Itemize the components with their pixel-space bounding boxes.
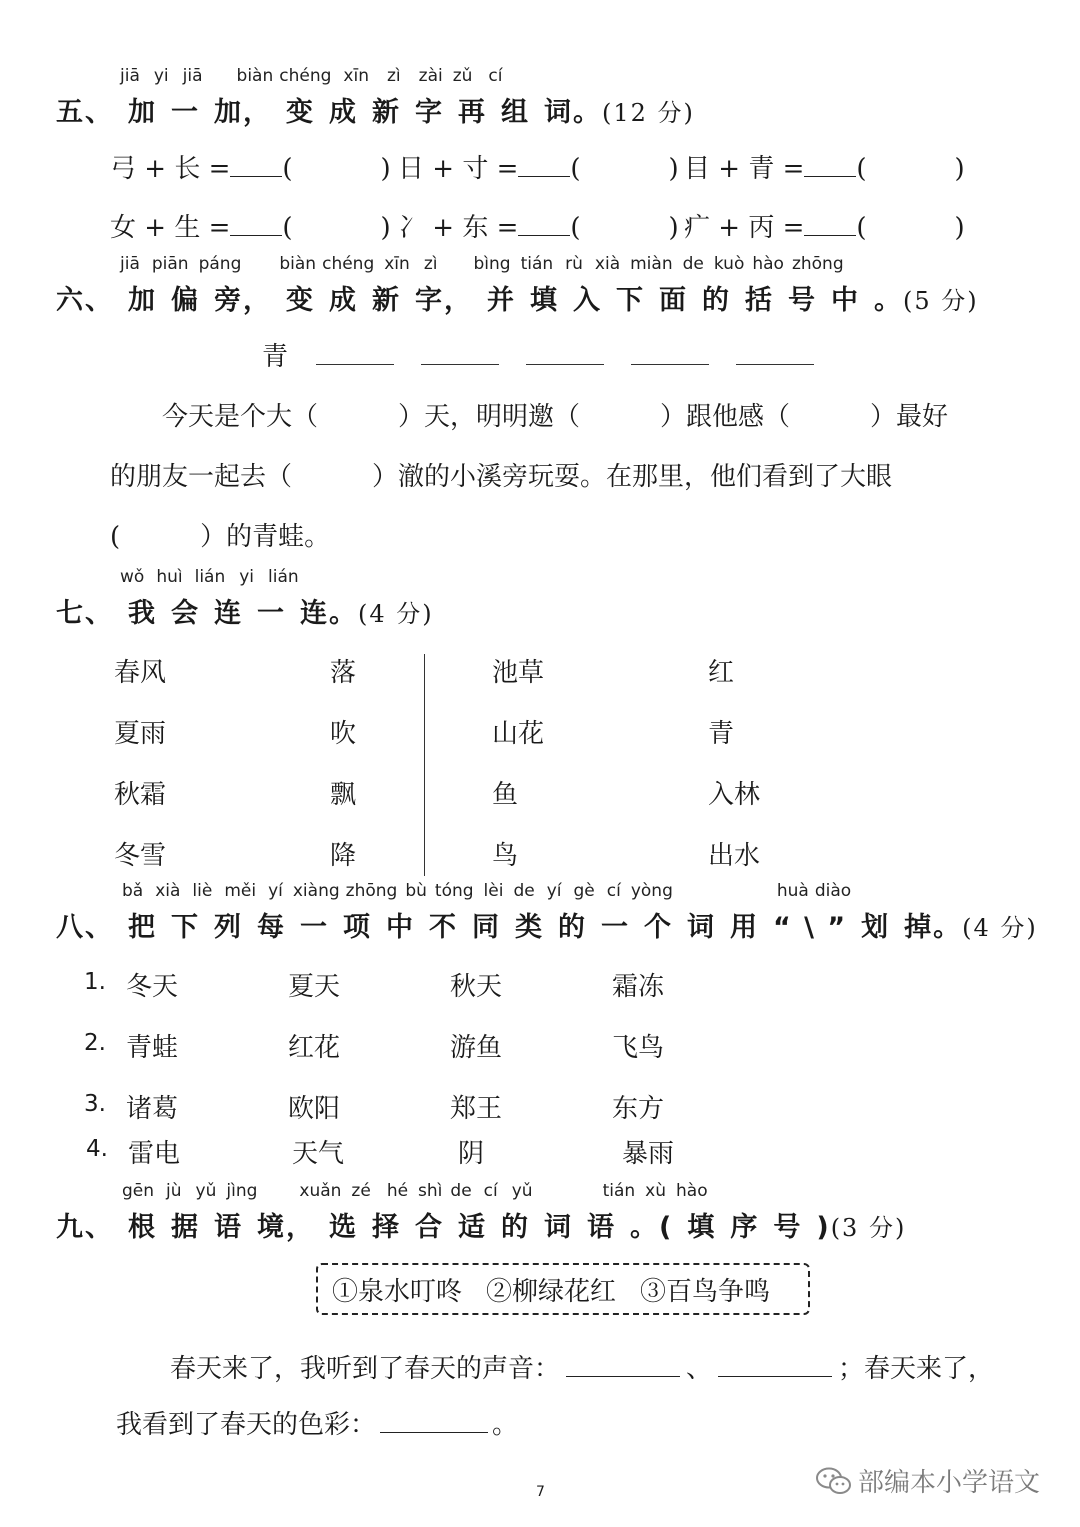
- item-word[interactable]: 游鱼: [450, 1033, 503, 1063]
- match-word[interactable]: 吹: [330, 719, 357, 749]
- item-number: 3.: [84, 1091, 106, 1117]
- item-word[interactable]: 青蛙: [126, 1033, 179, 1063]
- s8-score: (4 分): [962, 914, 1038, 942]
- s9-score: (3 分): [830, 1214, 907, 1242]
- s5-item: 目 + 青 = ( ): [684, 154, 965, 184]
- item-word[interactable]: 暴雨: [622, 1139, 675, 1169]
- item-word[interactable]: 诸葛: [126, 1094, 179, 1124]
- s5-pinyin: jiā yi jiā biàn chéng xīn zì zài zǔ cí: [120, 66, 503, 86]
- match-word[interactable]: 青: [708, 719, 735, 749]
- answer-blank[interactable]: [526, 364, 604, 365]
- s7-title: 七、 我 会 连 一 连。(4 分): [56, 598, 434, 629]
- s5-item: 女 + 生 = ( ): [110, 213, 391, 243]
- option-3: ③百鸟争鸣: [640, 1277, 771, 1307]
- answer-blank[interactable]: [518, 154, 570, 177]
- match-word[interactable]: 降: [330, 841, 357, 871]
- s9-line-1: 春天来了，我听到了春天的声音： 、 ；春天来了，: [170, 1354, 995, 1384]
- answer-blank[interactable]: [804, 213, 856, 236]
- s7-score: (4 分): [358, 600, 434, 628]
- s9-line-2: 我看到了春天的色彩： 。: [116, 1410, 519, 1440]
- match-word[interactable]: 鸟: [492, 841, 519, 871]
- s6-score: (5 分): [903, 287, 979, 315]
- answer-blank[interactable]: [230, 213, 282, 236]
- answer-blank[interactable]: [230, 154, 282, 177]
- answer-blank[interactable]: [316, 364, 394, 365]
- answer-blank[interactable]: [380, 1410, 488, 1433]
- answer-blank[interactable]: [736, 364, 814, 365]
- word-options-box: [316, 1263, 810, 1315]
- s6-para-line: 今天是个大（ ）天，明明邀（ ）跟他感（ ）最好: [162, 402, 949, 432]
- item-word[interactable]: 郑王: [450, 1094, 503, 1124]
- answer-blank[interactable]: [718, 1354, 832, 1377]
- s5-item: 冫 + 东 = ( ): [398, 213, 679, 243]
- option-1: ①泉水叮咚: [332, 1277, 463, 1307]
- s7-divider: [424, 654, 425, 876]
- item-word[interactable]: 夏天: [288, 972, 341, 1002]
- match-word[interactable]: 红: [708, 658, 735, 688]
- option-2: ②柳绿花红: [486, 1277, 617, 1307]
- item-word[interactable]: 飞鸟: [612, 1033, 665, 1063]
- s9-title: 九、 根 据 语 境， 选 择 合 适 的 词 语 。( 填 序 号 )(3 分): [56, 1212, 907, 1243]
- s6-para-line: ( ）的青蛙。: [110, 522, 331, 552]
- s8-title: 八、 把 下 列 每 一 项 中 不 同 类 的 一 个 词 用 “ \ ” 划 掉。(4 分): [56, 912, 1038, 943]
- answer-blank[interactable]: [804, 154, 856, 177]
- match-word[interactable]: 春风: [114, 658, 167, 688]
- match-word[interactable]: 落: [330, 658, 357, 688]
- match-word[interactable]: 出水: [708, 841, 761, 871]
- s6-base-char: 青: [262, 342, 289, 372]
- s7-pinyin: wǒ huì lián yi lián: [120, 567, 299, 587]
- s5-item: 疒 + 丙 = ( ): [684, 213, 965, 243]
- item-word[interactable]: 秋天: [450, 972, 503, 1002]
- item-number: 2.: [84, 1030, 106, 1056]
- match-word[interactable]: 山花: [492, 719, 545, 749]
- answer-blank[interactable]: [631, 364, 709, 365]
- page-number: 7: [536, 1484, 545, 1500]
- answer-blank[interactable]: [421, 364, 499, 365]
- item-word[interactable]: 东方: [612, 1094, 665, 1124]
- watermark: 部编本小学语文: [816, 1462, 1040, 1499]
- match-word[interactable]: 池草: [492, 658, 545, 688]
- item-word[interactable]: 冬天: [126, 972, 179, 1002]
- item-word[interactable]: 霜冻: [612, 972, 665, 1002]
- match-word[interactable]: 入林: [708, 780, 761, 810]
- s8-pinyin: bǎ xià liè měi yí xiàng zhōng bù tóng lèi de yí gè cí yòng huà diào: [122, 881, 852, 901]
- s6-title: 六、 加 偏 旁， 变 成 新 字， 并 填 入 下 面 的 括 号 中 。(5 分): [56, 285, 979, 316]
- match-word[interactable]: 鱼: [492, 780, 519, 810]
- match-word[interactable]: 飘: [330, 780, 357, 810]
- item-word[interactable]: 红花: [288, 1033, 341, 1063]
- item-number: 1.: [84, 969, 106, 995]
- item-word[interactable]: 欧阳: [288, 1094, 341, 1124]
- match-word[interactable]: 秋霜: [114, 780, 167, 810]
- item-word[interactable]: 阴: [458, 1139, 485, 1169]
- answer-blank[interactable]: [518, 213, 570, 236]
- item-word[interactable]: 天气: [292, 1139, 345, 1169]
- item-number: 4.: [86, 1136, 108, 1162]
- s5-score: (12 分): [602, 99, 695, 127]
- s5-item: 日 + 寸 = ( ): [398, 154, 679, 184]
- match-word[interactable]: 冬雪: [114, 841, 167, 871]
- match-word[interactable]: 夏雨: [114, 719, 167, 749]
- s6-pinyin: jiā piān páng biàn chéng xīn zì bìng tián rù xià miàn de kuò hào zhōng: [120, 254, 844, 274]
- s5-title: 五、 加 一 加， 变 成 新 字 再 组 词。(12 分): [56, 97, 695, 128]
- s6-para-line: 的朋友一起去（ ）澈的小溪旁玩耍。在那里，他们看到了大眼: [110, 462, 893, 492]
- s5-item: 弓 + 长 = ( ): [110, 154, 391, 184]
- item-word[interactable]: 雷电: [128, 1139, 181, 1169]
- answer-blank[interactable]: [566, 1354, 680, 1377]
- wechat-icon: [816, 1466, 852, 1496]
- s9-pinyin: gēn jù yǔ jìng xuǎn zé hé shì de cí yǔ tián xù hào: [122, 1181, 708, 1201]
